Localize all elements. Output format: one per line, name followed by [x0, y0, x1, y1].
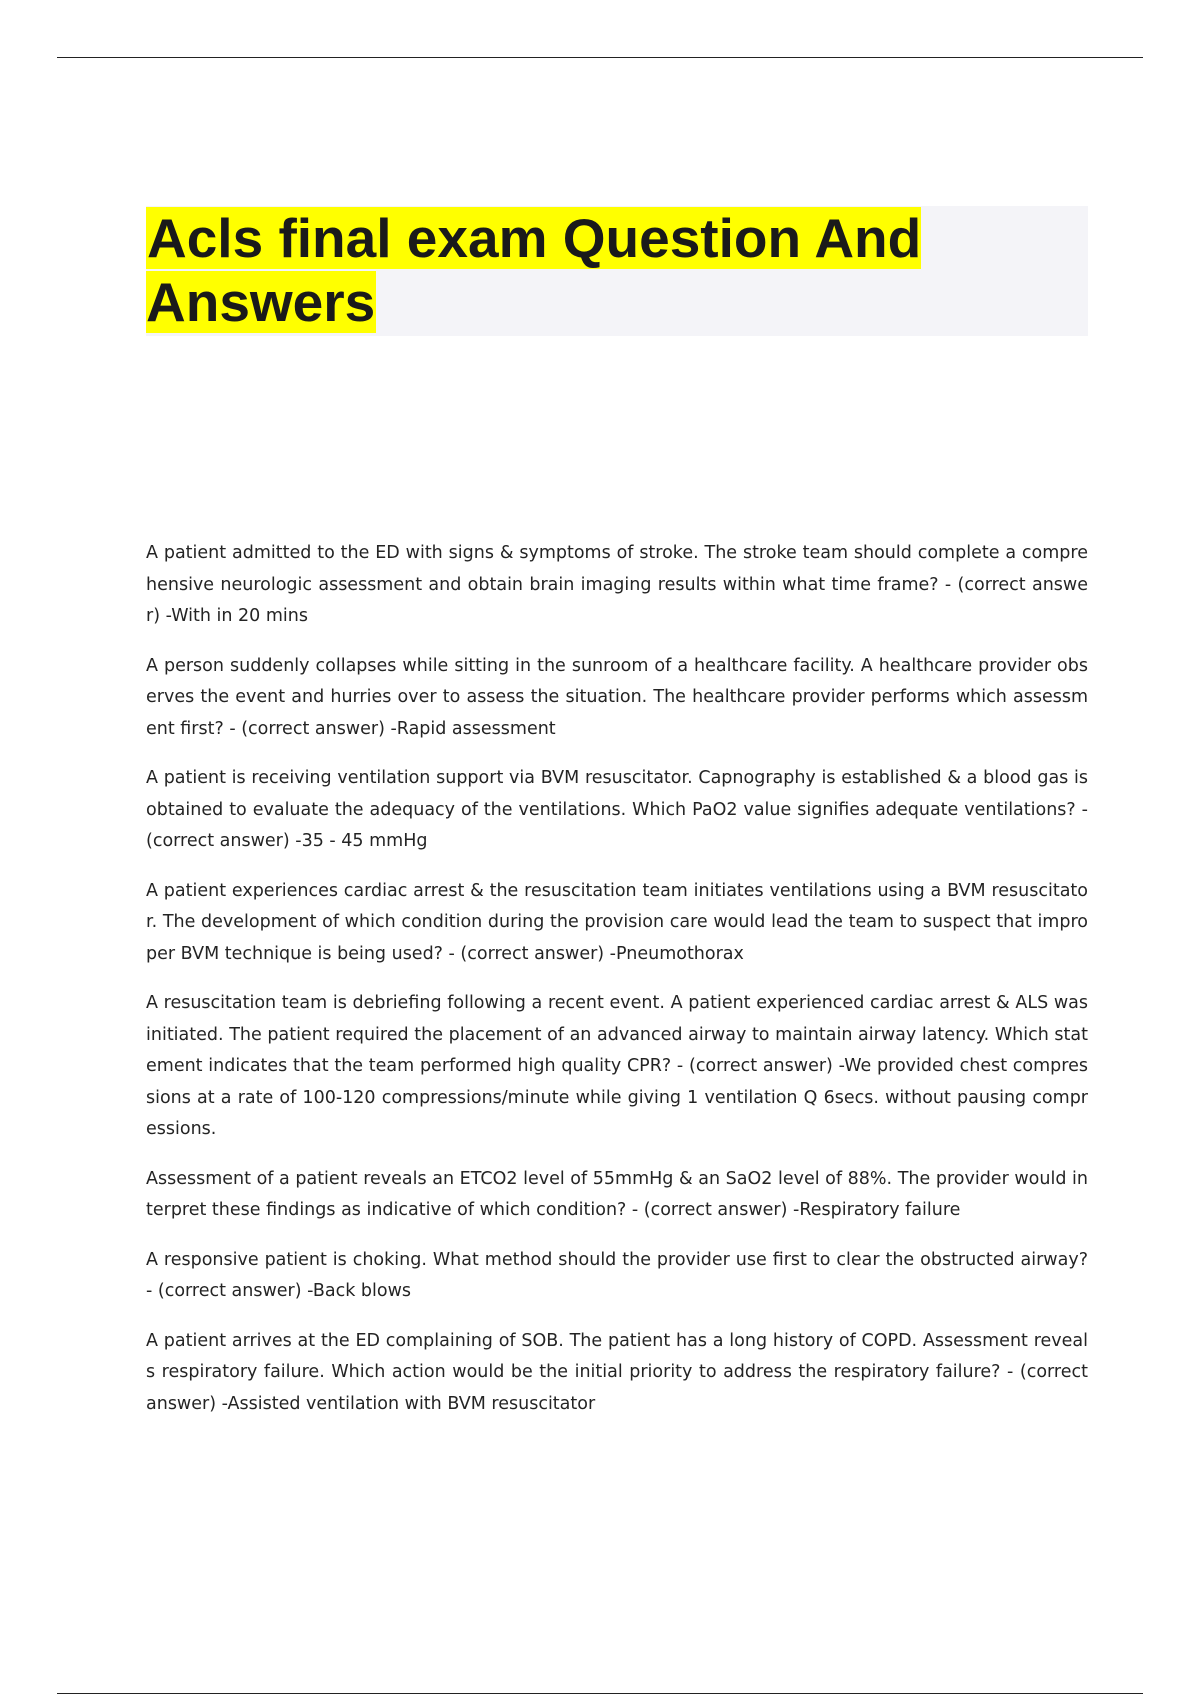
qa-item [146, 1326, 1088, 1421]
question-text: A patient experiences cardiac arrest & the resuscitation team initiates ventilations using a BVM resuscitator. The development of which condition during the provision care would lead the team to suspect that improper BVM technique is being used? - (correct answer) - [146, 880, 1088, 964]
qa-item [146, 538, 1088, 633]
qa-item [146, 876, 1088, 971]
question-text: A resuscitation team is debriefing following a recent event. A patient experienced cardiac arrest & ALS was initiated. The patient required the placement of an advanced airway to maintain airway latency. Which statement indicates that the team performed high quality CPR? - (correct answer) - [146, 993, 1088, 1076]
answer-text: Respiratory failure [799, 1200, 961, 1220]
question-text: Assessment of a patient reveals an ETCO2 level of 55mmHg & an SaO2 level of 88%. The provider would interpret these findings as indicative of which condition? - (correct answer) - [146, 1168, 1088, 1220]
qa-item [146, 988, 1088, 1146]
qa-item [146, 1164, 1088, 1227]
qa-item [146, 1245, 1088, 1308]
answer-text: Rapid assessment [396, 718, 556, 739]
answer-text: Assisted ventilation with BVM resuscitator [227, 1393, 596, 1414]
answer-text: Pneumothorax [616, 943, 744, 964]
top-rule [57, 57, 1143, 58]
title-highlight: Acls final exam Question And Answers [146, 207, 922, 333]
question-text: A responsive patient is choking. What method should the provider use first to clear the obstructed airway? - (correct answer) - [146, 1249, 1088, 1301]
answer-text: We provided chest compressions at a rate of 100-120 compressions/minute while giving 1 ventilation Q 6secs. without pausing compressions. [146, 1056, 1088, 1139]
document-title [146, 206, 1088, 334]
qa-item [146, 763, 1088, 858]
answer-text: With in 20 mins [171, 606, 308, 626]
title-block [146, 206, 1088, 336]
question-text: A patient admitted to the ED with signs & symptoms of stroke. The stroke team should complete a comprehensive neurologic assessment and obtain brain imaging results within what time frame? - (correct answer) - [146, 543, 1088, 626]
qa-item [146, 651, 1088, 746]
question-text: A person suddenly collapses while sitting in the sunroom of a healthcare facility. A healthcare provider observes the event and hurries over to assess the situation. The healthcare provider performs which assessment first? - (correct answer) - [146, 655, 1088, 739]
qa-list [146, 538, 1088, 1438]
question-text: A patient arrives at the ED complaining of SOB. The patient has a long history of COPD. Assessment reveals respiratory failure. Which action would be the initial priority to address the respiratory failure? - (correct answer) - [146, 1330, 1088, 1414]
bottom-rule [57, 1693, 1143, 1694]
answer-text: Back blows [312, 1281, 411, 1301]
answer-text: 35 - 45 mmHg [301, 831, 428, 851]
question-text: A patient is receiving ventilation support via BVM resuscitator. Capnography is established & a blood gas is obtained to evaluate the adequacy of the ventilations. Which PaO2 value signifies adequate ventilations? - (correct answer) - [146, 768, 1088, 851]
